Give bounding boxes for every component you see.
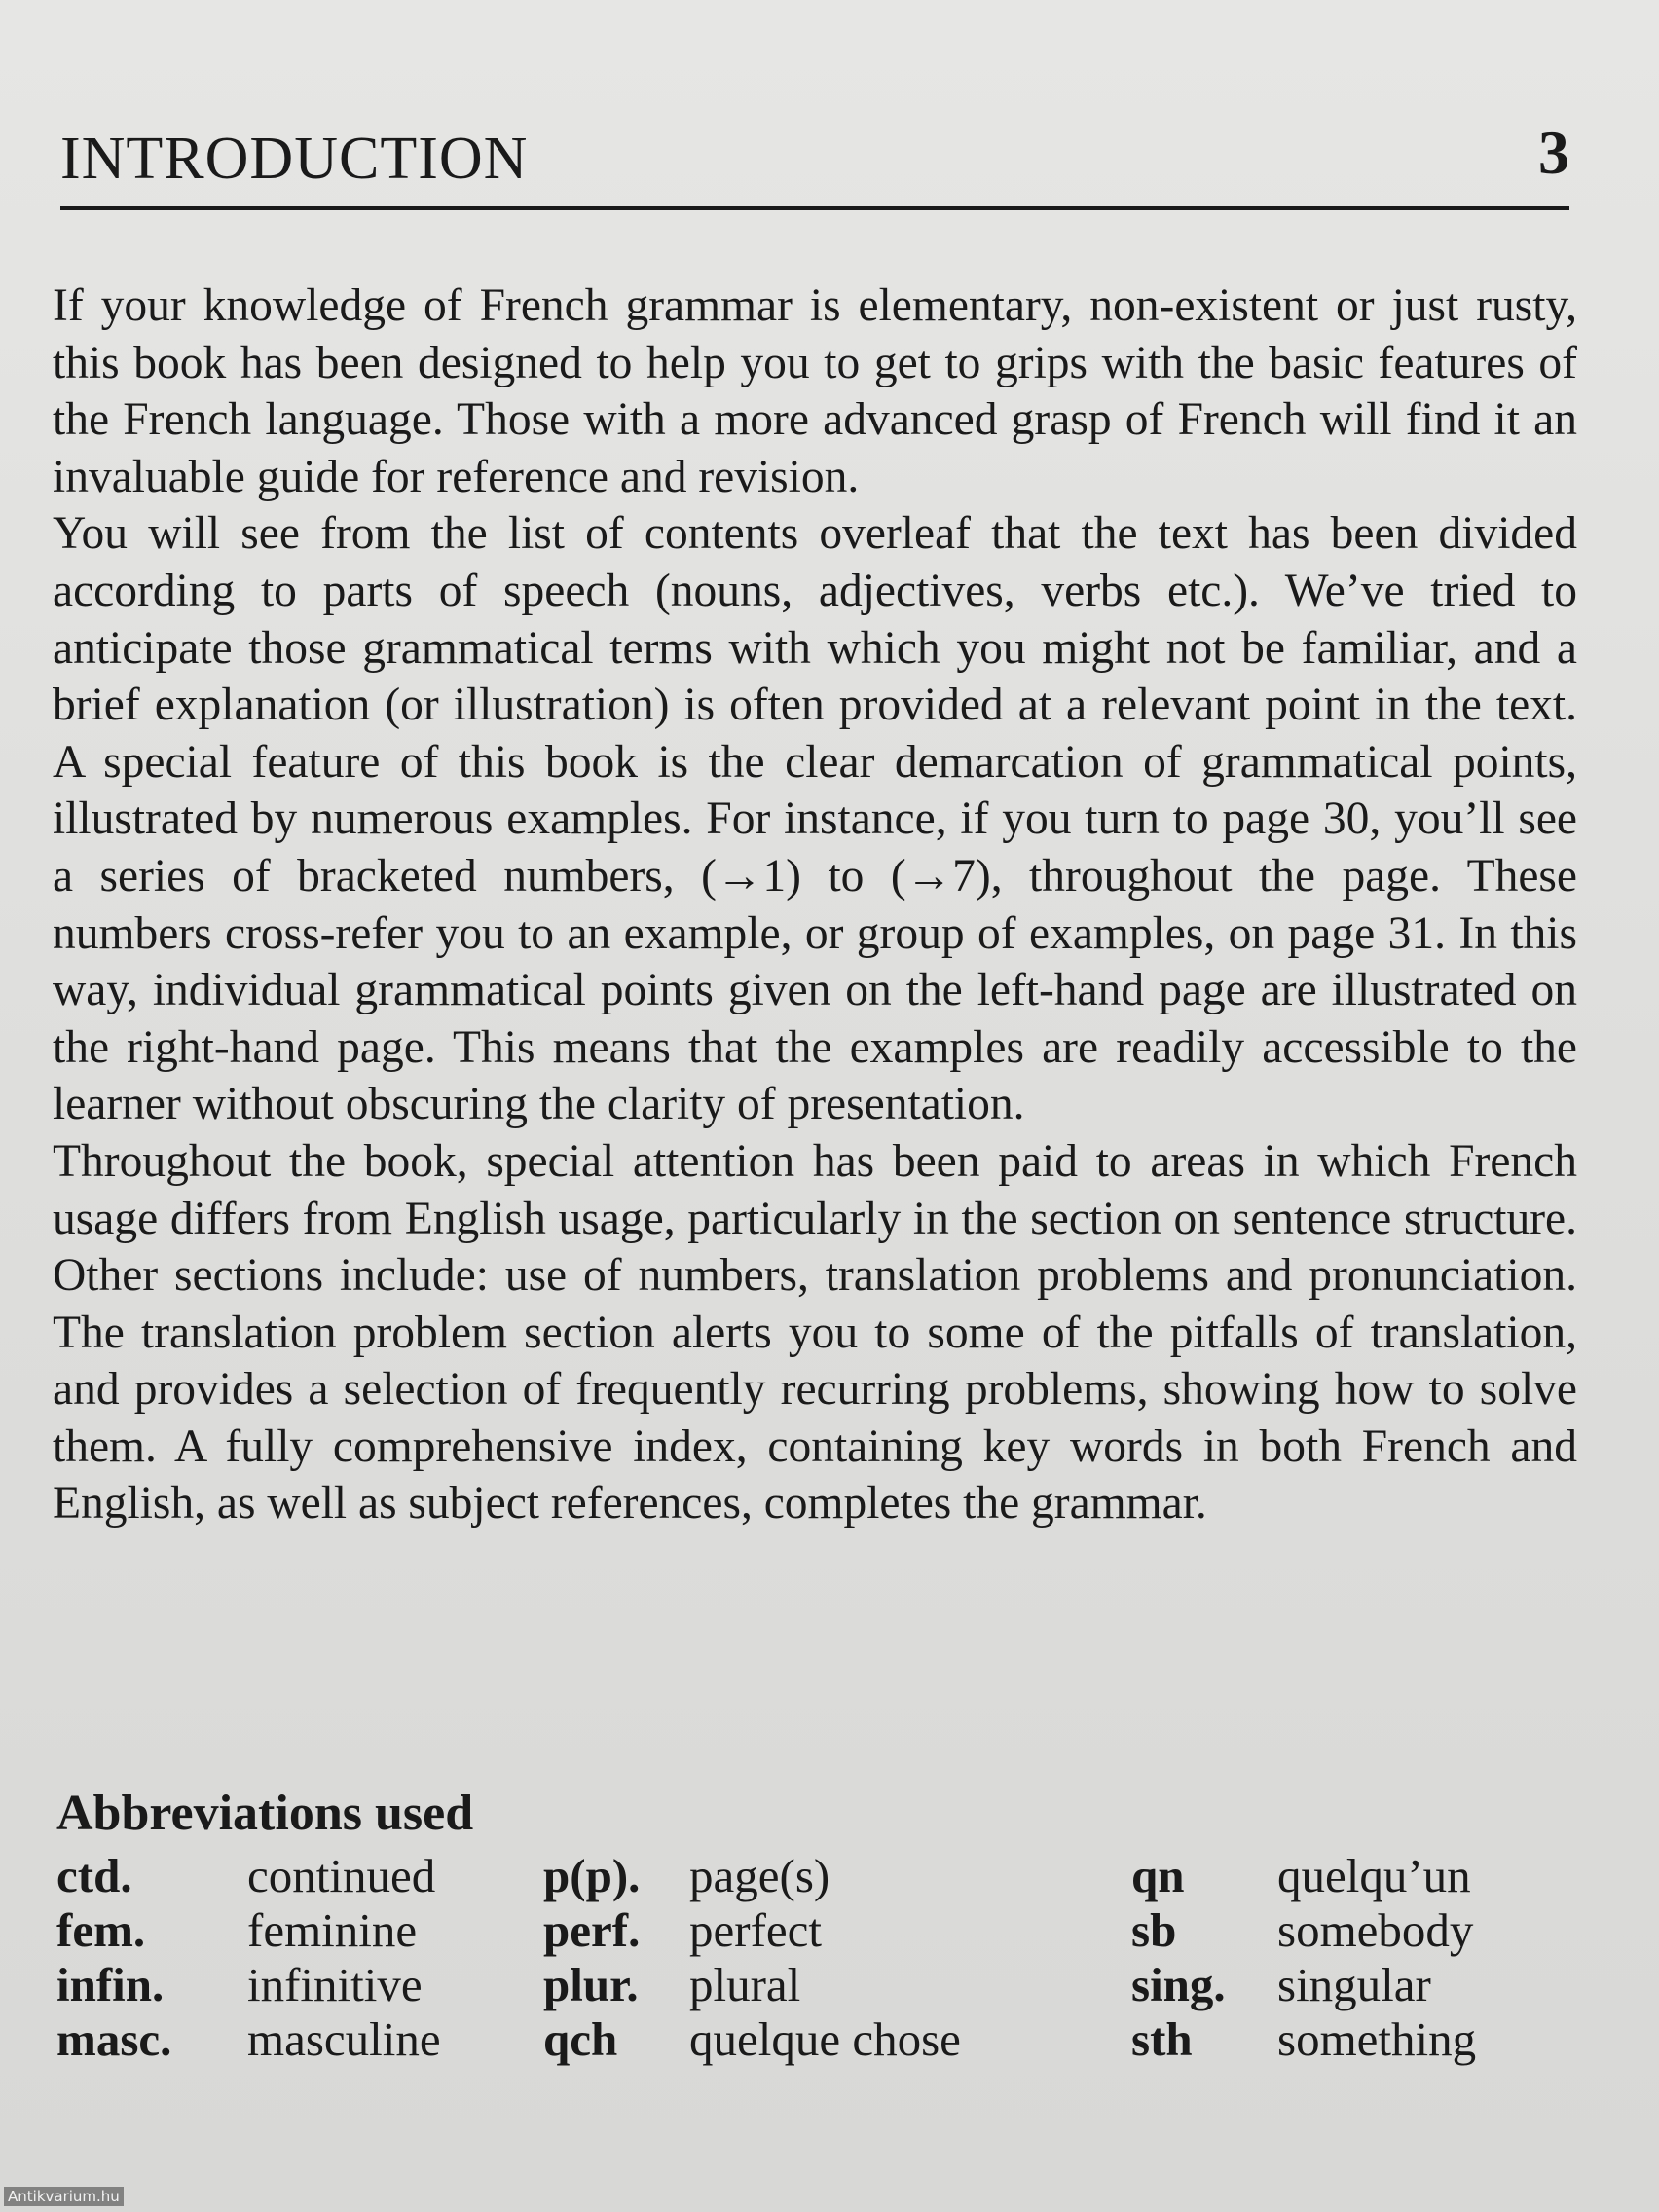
- abbreviation-meaning: infinitive: [247, 1958, 423, 2011]
- abbreviation-term: sb: [1131, 1903, 1177, 1957]
- abbreviation-meaning: masculine: [247, 2012, 441, 2066]
- abbreviation-term: masc.: [56, 2012, 172, 2066]
- abbreviation-meaning: perfect: [689, 1903, 822, 1957]
- abbreviation-term: sth: [1131, 2012, 1193, 2066]
- abbreviation-term: qn: [1131, 1849, 1185, 1902]
- abbreviation-meaning: singular: [1277, 1958, 1431, 2011]
- abbreviation-meaning: quelque chose: [689, 2012, 961, 2066]
- abbreviations-section: [56, 1785, 1575, 2083]
- abbreviation-meaning: somebody: [1277, 1903, 1474, 1957]
- watermark-label: Antikvarium.hu: [4, 2187, 124, 2206]
- abbreviation-term: plur.: [543, 1958, 639, 2011]
- abbreviation-meaning: plural: [689, 1958, 801, 2011]
- abbreviation-term: ctd.: [56, 1849, 132, 1902]
- page-number: 3: [1538, 118, 1569, 187]
- abbreviation-term: sing.: [1131, 1958, 1226, 2011]
- abbreviation-term: perf.: [543, 1903, 641, 1957]
- abbreviation-meaning: something: [1277, 2012, 1477, 2066]
- page-header: [60, 117, 1569, 214]
- abbreviation-meaning: feminine: [247, 1903, 418, 1957]
- page-title: INTRODUCTION: [60, 126, 529, 192]
- abbreviation-term: qch: [543, 2012, 618, 2066]
- paragraph: If your knowledge of French grammar is elementary, non-existent or just rusty, this book has been designed to help you to get to grips with the basic features of the French language. Those with a more advanced grasp of French will find it an invaluable guide for reference and revision.: [53, 280, 1577, 502]
- header-rule: [60, 206, 1569, 210]
- abbreviation-term: p(p).: [543, 1849, 641, 1902]
- abbreviation-meaning: page(s): [689, 1849, 830, 1902]
- abbreviations-table: [56, 1849, 1575, 2083]
- abbreviations-heading: Abbreviations used: [56, 1786, 474, 1841]
- abbreviation-term: infin.: [56, 1958, 165, 2011]
- paragraph: You will see from the list of contents overleaf that the text has been divided according to parts of speech (nouns, adjectives, verbs etc.). We’ve tried to anticipate those grammatical terms with which you might not be familiar, and a brief explanation (or illustration) is often provided at a relevant point in the text. A special feature of this book is the clear demarcation of grammatical points, illustrated by numerous examples. For instance, if you turn to page 30, you’ll see a series of bracketed numbers, (→1) to (→7), throughout the page. These numbers cross-refer you to an example, or group of examples, on page 31. In this way, individual grammatical points given on the left-hand page are illustrated on the right-hand page. This means that the examples are readily accessible to the learner without obscuring the clarity of presentation.: [53, 508, 1577, 1130]
- abbreviation-term: fem.: [56, 1903, 146, 1957]
- introduction-body: [53, 277, 1577, 1532]
- paragraph: Throughout the book, special attention has been paid to areas in which French usage differs from English usage, particularly in the section on sentence structure. Other sections include: use of numbers, translation problems and pronunciation. The translation problem section alerts you to some of the pitfalls of translation, and provides a selection of frequently recurring problems, showing how to solve them. A fully comprehensive index, containing key words in both French and English, as well as subject references, completes the grammar.: [53, 1135, 1577, 1530]
- abbreviation-meaning: continued: [247, 1849, 436, 1902]
- abbreviation-meaning: quelqu’un: [1277, 1849, 1471, 1902]
